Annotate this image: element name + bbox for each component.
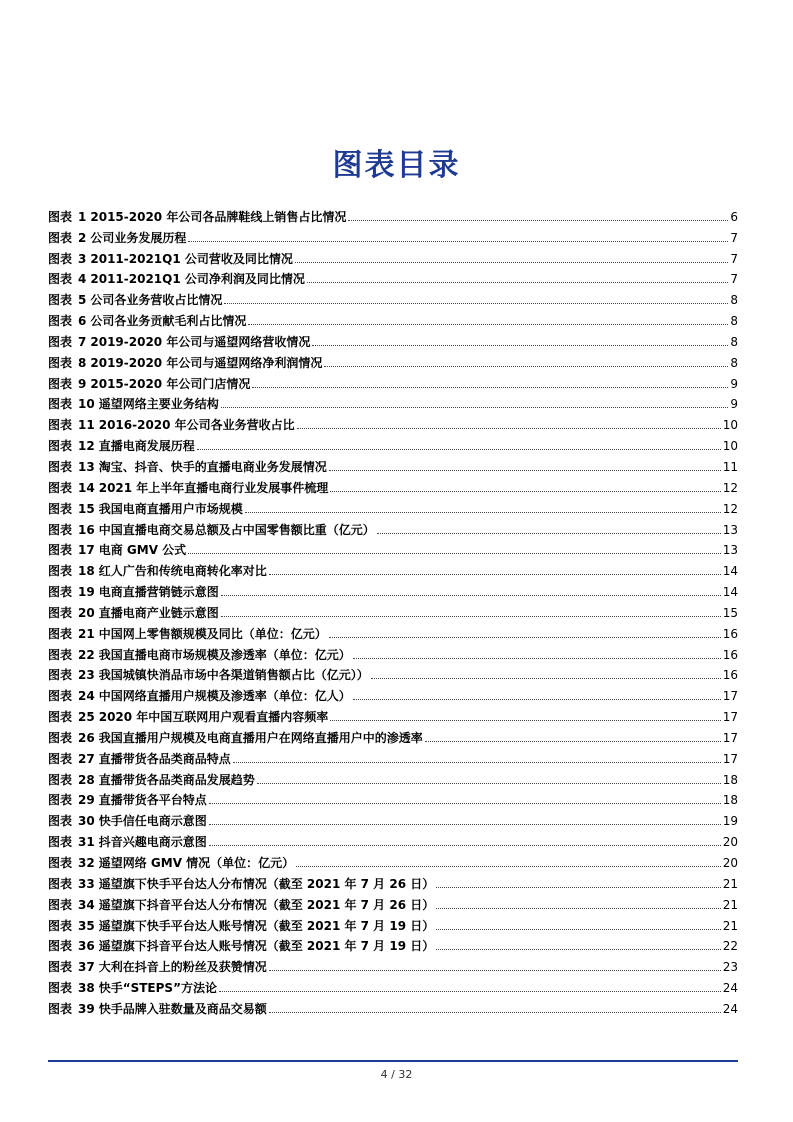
toc-leader-dots xyxy=(219,991,721,992)
toc-entry[interactable] xyxy=(48,870,738,891)
toc-entry[interactable] xyxy=(48,203,738,224)
toc-entry-page: 14 xyxy=(722,585,738,600)
toc-entry[interactable] xyxy=(48,266,738,287)
toc-entry-number: 27 xyxy=(78,751,95,766)
toc-entry-number: 29 xyxy=(78,793,95,808)
toc-leader-dots xyxy=(297,428,721,429)
toc-entry-number: 10 xyxy=(78,397,95,412)
toc-entry-label: 图表 xyxy=(48,772,73,787)
toc-entry-number: 24 xyxy=(78,689,95,704)
toc-entry-title: 直播带货各平台特点 xyxy=(98,793,207,808)
toc-entry-page: 6 xyxy=(730,209,738,224)
toc-entry[interactable] xyxy=(48,682,738,703)
toc-entry[interactable] xyxy=(48,828,738,849)
toc-entry-number: 22 xyxy=(78,647,95,662)
toc-entry-page: 9 xyxy=(730,376,738,391)
toc-entry-label: 图表 xyxy=(48,626,73,641)
footer-rule xyxy=(48,1060,738,1062)
toc-entry[interactable] xyxy=(48,703,738,724)
toc-entry-label: 图表 xyxy=(48,939,73,954)
toc-entry-number: 21 xyxy=(78,626,95,641)
toc-entry-label: 图表 xyxy=(48,1001,73,1016)
toc-leader-dots xyxy=(197,449,721,450)
toc-entry-page: 7 xyxy=(730,230,738,245)
toc-entry-page: 21 xyxy=(722,876,738,891)
toc-entry-number: 31 xyxy=(78,835,95,850)
toc-entry-label: 图表 xyxy=(48,647,73,662)
toc-entry-number: 26 xyxy=(78,730,95,745)
toc-entry[interactable] xyxy=(48,453,738,474)
toc-entry-title: 2019-2020 年公司与遥望网络营收情况 xyxy=(90,334,311,349)
toc-entry-title: 中国网上零售额规模及同比（单位：亿元） xyxy=(98,626,327,641)
toc-entry-label: 图表 xyxy=(48,439,73,454)
toc-leader-dots xyxy=(209,803,721,804)
toc-entry-page: 15 xyxy=(722,605,738,620)
toc-entry[interactable] xyxy=(48,995,738,1016)
page-indicator: 4 / 32 xyxy=(380,1068,413,1081)
toc-entry-page: 19 xyxy=(722,814,738,829)
toc-entry-number: 39 xyxy=(78,1001,95,1016)
toc-entry-number: 3 xyxy=(78,251,87,266)
toc-entry-page: 8 xyxy=(730,314,738,329)
toc-entry-page: 7 xyxy=(730,272,738,287)
toc-entry-page: 20 xyxy=(722,835,738,850)
toc-entry-label: 图表 xyxy=(48,418,73,433)
toc-entry[interactable] xyxy=(48,411,738,432)
toc-entry-number: 20 xyxy=(78,605,95,620)
toc-entry-title: 直播带货各品类商品特点 xyxy=(98,751,231,766)
toc-entry[interactable] xyxy=(48,307,738,328)
toc-entry[interactable] xyxy=(48,578,738,599)
toc-entry-number: 23 xyxy=(78,668,95,683)
toc-leader-dots xyxy=(188,241,728,242)
toc-entry-number: 28 xyxy=(78,772,95,787)
toc-entry[interactable] xyxy=(48,620,738,641)
toc-entry-number: 38 xyxy=(78,981,95,996)
toc-leader-dots xyxy=(312,345,728,346)
toc-entry-title: 我国城镇快消品市场中各渠道销售额占比（亿元）） xyxy=(98,668,369,683)
toc-entry-label: 图表 xyxy=(48,897,73,912)
toc-entry-page: 20 xyxy=(722,856,738,870)
toc-leader-dots xyxy=(221,616,721,617)
toc-leader-dots xyxy=(269,970,721,971)
toc-entry-title: 2011-2021Q1 公司净利润及同比情况 xyxy=(90,272,305,287)
toc-entry-number: 7 xyxy=(78,334,87,349)
toc-entry-title: 快手品牌入驻数量及商品交易额 xyxy=(98,1001,267,1016)
toc-entry[interactable] xyxy=(48,849,738,870)
toc-entry-title: 遥望旗下抖音平台达人分布情况（截至 2021 年 7 月 26 日） xyxy=(98,897,435,912)
toc-entry-label: 图表 xyxy=(48,501,73,516)
toc-entry-label: 图表 xyxy=(48,209,73,224)
figure-toc-list xyxy=(48,203,738,1016)
toc-entry-label: 图表 xyxy=(48,334,73,349)
toc-entry-title: 2021 年上半年直播电商行业发展事件梳理 xyxy=(98,480,329,495)
toc-entry-label: 图表 xyxy=(48,564,73,579)
toc-entry-label: 图表 xyxy=(48,814,73,829)
toc-entry-number: 13 xyxy=(78,459,95,474)
toc-entry[interactable] xyxy=(48,516,738,537)
toc-entry[interactable] xyxy=(48,328,738,349)
toc-entry-label: 图表 xyxy=(48,835,73,850)
toc-entry-number: 12 xyxy=(78,439,95,454)
toc-entry-label: 图表 xyxy=(48,918,73,933)
toc-entry-page: 18 xyxy=(722,772,738,787)
toc-entry-number: 34 xyxy=(78,897,95,912)
toc-entry-page: 17 xyxy=(722,730,738,745)
toc-entry-title: 电商直播营销链示意图 xyxy=(98,585,219,600)
toc-entry-label: 图表 xyxy=(48,585,73,600)
toc-leader-dots xyxy=(224,303,728,304)
toc-entry-page: 10 xyxy=(722,418,738,433)
toc-leader-dots xyxy=(330,491,720,492)
toc-entry-number: 32 xyxy=(78,856,95,870)
toc-entry-label: 图表 xyxy=(48,668,73,683)
toc-entry-title: 快手“STEPS”方法论 xyxy=(98,981,217,996)
toc-leader-dots xyxy=(353,699,721,700)
toc-entry-label: 图表 xyxy=(48,251,73,266)
toc-entry-label: 图表 xyxy=(48,543,73,558)
toc-entry[interactable] xyxy=(48,224,738,245)
toc-entry-label: 图表 xyxy=(48,605,73,620)
toc-leader-dots xyxy=(425,741,721,742)
toc-leader-dots xyxy=(348,220,728,221)
toc-leader-dots xyxy=(209,824,721,825)
page-title: 图表目录 xyxy=(332,148,461,183)
toc-entry-page: 16 xyxy=(722,668,738,683)
toc-entry-number: 17 xyxy=(78,543,95,558)
toc-entry-label: 图表 xyxy=(48,876,73,891)
toc-entry-page: 11 xyxy=(722,459,738,474)
toc-entry-page: 8 xyxy=(730,355,738,370)
toc-entry-number: 18 xyxy=(78,564,95,579)
toc-entry-number: 35 xyxy=(78,918,95,933)
toc-entry-label: 图表 xyxy=(48,397,73,412)
toc-entry[interactable] xyxy=(48,662,738,683)
toc-entry-label: 图表 xyxy=(48,522,73,537)
toc-entry-label: 图表 xyxy=(48,981,73,996)
toc-entry-title: 大利在抖音上的粉丝及获赞情况 xyxy=(98,960,267,975)
toc-entry-title: 直播电商产业链示意图 xyxy=(98,605,219,620)
toc-entry-number: 4 xyxy=(78,272,87,287)
toc-entry-number: 14 xyxy=(78,480,95,495)
toc-entry-number: 11 xyxy=(78,418,95,433)
toc-entry-page: 24 xyxy=(722,981,738,996)
toc-entry-title: 中国直播电商交易总额及占中国零售额比重（亿元） xyxy=(98,522,375,537)
toc-entry-label: 图表 xyxy=(48,689,73,704)
toc-entry[interactable] xyxy=(48,912,738,933)
toc-leader-dots xyxy=(436,929,720,930)
toc-entry-title: 电商 GMV 公式 xyxy=(98,543,187,558)
toc-entry-page: 16 xyxy=(722,626,738,641)
toc-entry-label: 图表 xyxy=(48,751,73,766)
toc-entry-page: 17 xyxy=(722,751,738,766)
toc-entry-number: 8 xyxy=(78,355,87,370)
toc-entry-title: 快手信任电商示意图 xyxy=(98,814,207,829)
toc-entry-page: 12 xyxy=(722,480,738,495)
toc-entry-title: 公司业务发展历程 xyxy=(90,230,187,245)
toc-leader-dots xyxy=(269,1012,721,1013)
toc-leader-dots xyxy=(436,908,720,909)
toc-entry-page: 18 xyxy=(722,793,738,808)
toc-entry-number: 6 xyxy=(78,314,87,329)
toc-entry-page: 24 xyxy=(722,1001,738,1016)
toc-leader-dots xyxy=(330,720,720,721)
toc-entry-title: 我国直播用户规模及电商直播用户在网络直播用户中的渗透率 xyxy=(98,730,423,745)
toc-entry-number: 19 xyxy=(78,585,95,600)
toc-entry-title: 2015-2020 年公司门店情况 xyxy=(90,376,251,391)
toc-entry-page: 23 xyxy=(722,960,738,975)
toc-entry-page: 8 xyxy=(730,334,738,349)
toc-entry-label: 图表 xyxy=(48,856,73,870)
toc-leader-dots xyxy=(248,324,728,325)
toc-entry-title: 2011-2021Q1 公司营收及同比情况 xyxy=(90,251,293,266)
toc-entry-page: 21 xyxy=(722,918,738,933)
toc-entry[interactable] xyxy=(48,974,738,995)
toc-entry-number: 15 xyxy=(78,501,95,516)
toc-entry-page: 12 xyxy=(722,501,738,516)
toc-entry-number: 5 xyxy=(78,293,87,308)
toc-leader-dots xyxy=(188,553,721,554)
toc-entry-number: 16 xyxy=(78,522,95,537)
toc-leader-dots xyxy=(245,512,721,513)
toc-entry-label: 图表 xyxy=(48,272,73,287)
toc-entry-title: 遥望网络 GMV 情况（单位：亿元） xyxy=(98,856,295,870)
toc-entry-title: 遥望旗下快手平台达人分布情况（截至 2021 年 7 月 26 日） xyxy=(98,876,435,891)
toc-entry-title: 直播带货各品类商品发展趋势 xyxy=(98,772,255,787)
toc-entry-label: 图表 xyxy=(48,960,73,975)
toc-entry-title: 直播电商发展历程 xyxy=(98,439,195,454)
toc-entry-number: 36 xyxy=(78,939,95,954)
toc-entry[interactable] xyxy=(48,641,738,662)
toc-leader-dots xyxy=(353,658,721,659)
toc-entry-label: 图表 xyxy=(48,293,73,308)
toc-entry[interactable] xyxy=(48,286,738,307)
toc-entry[interactable] xyxy=(48,891,738,912)
toc-leader-dots xyxy=(329,470,721,471)
toc-entry-number: 30 xyxy=(78,814,95,829)
toc-entry-title: 我国直播电商市场规模及渗透率（单位：亿元） xyxy=(98,647,351,662)
toc-entry-page: 10 xyxy=(722,439,738,454)
toc-entry-title: 中国网络直播用户规模及渗透率（单位：亿人） xyxy=(98,689,351,704)
toc-leader-dots xyxy=(252,387,728,388)
toc-entry-label: 图表 xyxy=(48,459,73,474)
toc-leader-dots xyxy=(436,949,720,950)
toc-entry-title: 公司各业务贡献毛利占比情况 xyxy=(90,314,247,329)
toc-entry-label: 图表 xyxy=(48,710,73,725)
toc-entry[interactable] xyxy=(48,537,738,558)
toc-entry[interactable] xyxy=(48,495,738,516)
toc-entry-title: 2019-2020 年公司与遥望网络净利润情况 xyxy=(90,355,323,370)
toc-leader-dots xyxy=(377,533,721,534)
toc-leader-dots xyxy=(296,866,721,867)
toc-entry-page: 7 xyxy=(730,251,738,266)
toc-entry-number: 1 xyxy=(78,209,87,224)
toc-entry[interactable] xyxy=(48,599,738,620)
toc-entry-label: 图表 xyxy=(48,314,73,329)
toc-entry-title: 2020 年中国互联网用户观看直播内容频率 xyxy=(98,710,329,725)
toc-entry[interactable] xyxy=(48,474,738,495)
toc-entry[interactable] xyxy=(48,745,738,766)
toc-leader-dots xyxy=(269,574,721,575)
toc-entry-label: 图表 xyxy=(48,793,73,808)
toc-entry-label: 图表 xyxy=(48,376,73,391)
toc-entry-label: 图表 xyxy=(48,480,73,495)
toc-entry-number: 9 xyxy=(78,376,87,391)
toc-entry-page: 17 xyxy=(722,689,738,704)
toc-entry-page: 9 xyxy=(730,397,738,412)
toc-entry-label: 图表 xyxy=(48,355,73,370)
toc-entry[interactable] xyxy=(48,953,738,974)
toc-entry[interactable] xyxy=(48,766,738,787)
toc-entry-number: 25 xyxy=(78,710,95,725)
toc-leader-dots xyxy=(307,282,728,283)
toc-leader-dots xyxy=(209,845,721,846)
toc-entry-title: 遥望网络主要业务结构 xyxy=(98,397,219,412)
toc-entry-title: 公司各业务营收占比情况 xyxy=(90,293,223,308)
toc-entry-title: 2015-2020 年公司各品牌鞋线上销售占比情况 xyxy=(90,209,347,224)
toc-entry-page: 13 xyxy=(722,522,738,537)
toc-entry-page: 14 xyxy=(722,564,738,579)
toc-entry-page: 17 xyxy=(722,710,738,725)
toc-entry-title: 遥望旗下抖音平台达人账号情况（截至 2021 年 7 月 19 日） xyxy=(98,939,435,954)
toc-entry[interactable] xyxy=(48,557,738,578)
toc-entry-title: 2016-2020 年公司各业务营收占比 xyxy=(98,418,295,433)
toc-entry-label: 图表 xyxy=(48,730,73,745)
toc-leader-dots xyxy=(324,366,728,367)
toc-leader-dots xyxy=(233,762,721,763)
toc-entry-page: 16 xyxy=(722,647,738,662)
toc-entry-number: 37 xyxy=(78,960,95,975)
toc-entry[interactable] xyxy=(48,432,738,453)
toc-entry[interactable] xyxy=(48,933,738,954)
toc-entry-title: 遥望旗下快手平台达人账号情况（截至 2021 年 7 月 19 日） xyxy=(98,918,435,933)
toc-entry[interactable] xyxy=(48,807,738,828)
toc-entry-title: 淘宝、抖音、快手的直播电商业务发展情况 xyxy=(98,459,327,474)
toc-leader-dots xyxy=(329,637,721,638)
toc-entry[interactable] xyxy=(48,245,738,266)
toc-entry-page: 21 xyxy=(722,897,738,912)
toc-leader-dots xyxy=(221,595,721,596)
toc-entry-number: 2 xyxy=(78,230,87,245)
toc-entry[interactable] xyxy=(48,349,738,370)
toc-entry-title: 抖音兴趣电商示意图 xyxy=(98,835,207,850)
toc-leader-dots xyxy=(221,407,729,408)
toc-entry-page: 13 xyxy=(722,543,738,558)
toc-entry-title: 我国电商直播用户市场规模 xyxy=(98,501,243,516)
toc-entry[interactable] xyxy=(48,787,738,808)
toc-entry[interactable] xyxy=(48,370,738,391)
toc-leader-dots xyxy=(257,783,721,784)
toc-leader-dots xyxy=(371,678,721,679)
toc-entry-page: 8 xyxy=(730,293,738,308)
toc-entry[interactable] xyxy=(48,724,738,745)
toc-entry-number: 33 xyxy=(78,876,95,891)
toc-entry[interactable] xyxy=(48,391,738,412)
toc-leader-dots xyxy=(295,262,728,263)
toc-entry-page: 22 xyxy=(722,939,738,954)
toc-entry-label: 图表 xyxy=(48,230,73,245)
toc-leader-dots xyxy=(436,887,720,888)
toc-entry-title: 红人广告和传统电商转化率对比 xyxy=(98,564,267,579)
